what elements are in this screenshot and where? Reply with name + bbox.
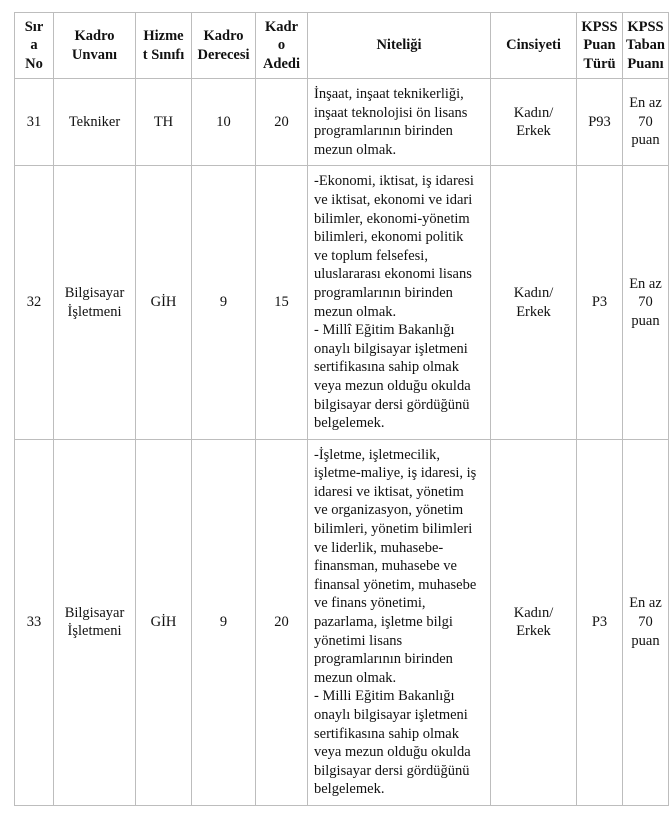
cell-sira-no: 32 xyxy=(15,166,54,439)
cell-cinsiyeti: Kadın/ Erkek xyxy=(491,166,577,439)
cell-kadro-unvani: Tekniker xyxy=(54,79,136,166)
cell-kadro-adedi: 20 xyxy=(256,79,308,166)
cell-kadro-unvani: Bilgisayar İşletmeni xyxy=(54,166,136,439)
table-row xyxy=(15,166,669,439)
cell-hizmet-sinifi: GİH xyxy=(136,166,192,439)
cell-cinsiyeti: Kadın/ Erkek xyxy=(491,439,577,805)
cell-cinsiyeti: Kadın/ Erkek xyxy=(491,79,577,166)
header-kadro-derecesi: Kadro Derecesi xyxy=(192,13,256,79)
cell-niteligi: -İşletme, işletmecilik, işletme-maliye, iş idaresi, iş idaresi ve iktisat, yönetim ve organizasyon, yönetim bilimleri, yönetim bilimleri ve liderlik, muhasebe- finansman, muhasebe ve finansal yönetim, muhasebe ve finans yönetimi, pazarlama, işletme bilgi yönetimi lisans programlarının birinden mezun olmak. - Milli Eğitim Bakanlığı onaylı bilgisayar işletmeni sertifikasına sahip olmak veya mezun olduğu okulda bilgisayar dersi gördüğünü belgelemek. xyxy=(308,439,491,805)
cell-niteligi: -Ekonomi, iktisat, iş idaresi ve iktisat, ekonomi ve idari bilimler, ekonomi-yönetim bilimleri, ekonomi politik ve toplum felsefesi, uluslararası ekonomi lisans programlarının birinden mezun olmak. - Millî Eğitim Bakanlığı onaylı bilgisayar işletmeni sertifikasına sahip olmak veya mezun olduğu okulda bilgisayar dersi gördüğünü belgelemek. xyxy=(308,166,491,439)
cell-kpss-puan-turu: P93 xyxy=(577,79,623,166)
header-kpss-puan-turu: KPSS Puan Türü xyxy=(577,13,623,79)
cell-kpss-taban-puani: En az 70 puan xyxy=(623,439,669,805)
table-row xyxy=(15,439,669,805)
cell-kadro-adedi: 15 xyxy=(256,166,308,439)
staff-table-container xyxy=(14,12,668,806)
header-kadro-adedi: Kadr o Adedi xyxy=(256,13,308,79)
header-hizmet-sinifi: Hizme t Sınıfı xyxy=(136,13,192,79)
cell-sira-no: 31 xyxy=(15,79,54,166)
cell-kadro-derecesi: 9 xyxy=(192,166,256,439)
cell-kadro-adedi: 20 xyxy=(256,439,308,805)
header-kadro-unvani: Kadro Unvanı xyxy=(54,13,136,79)
cell-kadro-derecesi: 10 xyxy=(192,79,256,166)
cell-kpss-taban-puani: En az 70 puan xyxy=(623,79,669,166)
cell-sira-no: 33 xyxy=(15,439,54,805)
cell-kadro-derecesi: 9 xyxy=(192,439,256,805)
header-sira-no: Sır a No xyxy=(15,13,54,79)
header-kpss-taban-puani: KPSS Taban Puanı xyxy=(623,13,669,79)
header-niteligi: Niteliği xyxy=(308,13,491,79)
cell-kadro-unvani: Bilgisayar İşletmeni xyxy=(54,439,136,805)
cell-kpss-taban-puani: En az 70 puan xyxy=(623,166,669,439)
table-row xyxy=(15,79,669,166)
cell-hizmet-sinifi: TH xyxy=(136,79,192,166)
cell-kpss-puan-turu: P3 xyxy=(577,439,623,805)
header-cinsiyeti: Cinsiyeti xyxy=(491,13,577,79)
cell-hizmet-sinifi: GİH xyxy=(136,439,192,805)
table-header-row xyxy=(15,13,669,79)
cell-kpss-puan-turu: P3 xyxy=(577,166,623,439)
staff-positions-table xyxy=(14,12,669,806)
cell-niteligi: İnşaat, inşaat teknikerliği, inşaat teknolojisi ön lisans programlarının birinden mezun olmak. xyxy=(308,79,491,166)
